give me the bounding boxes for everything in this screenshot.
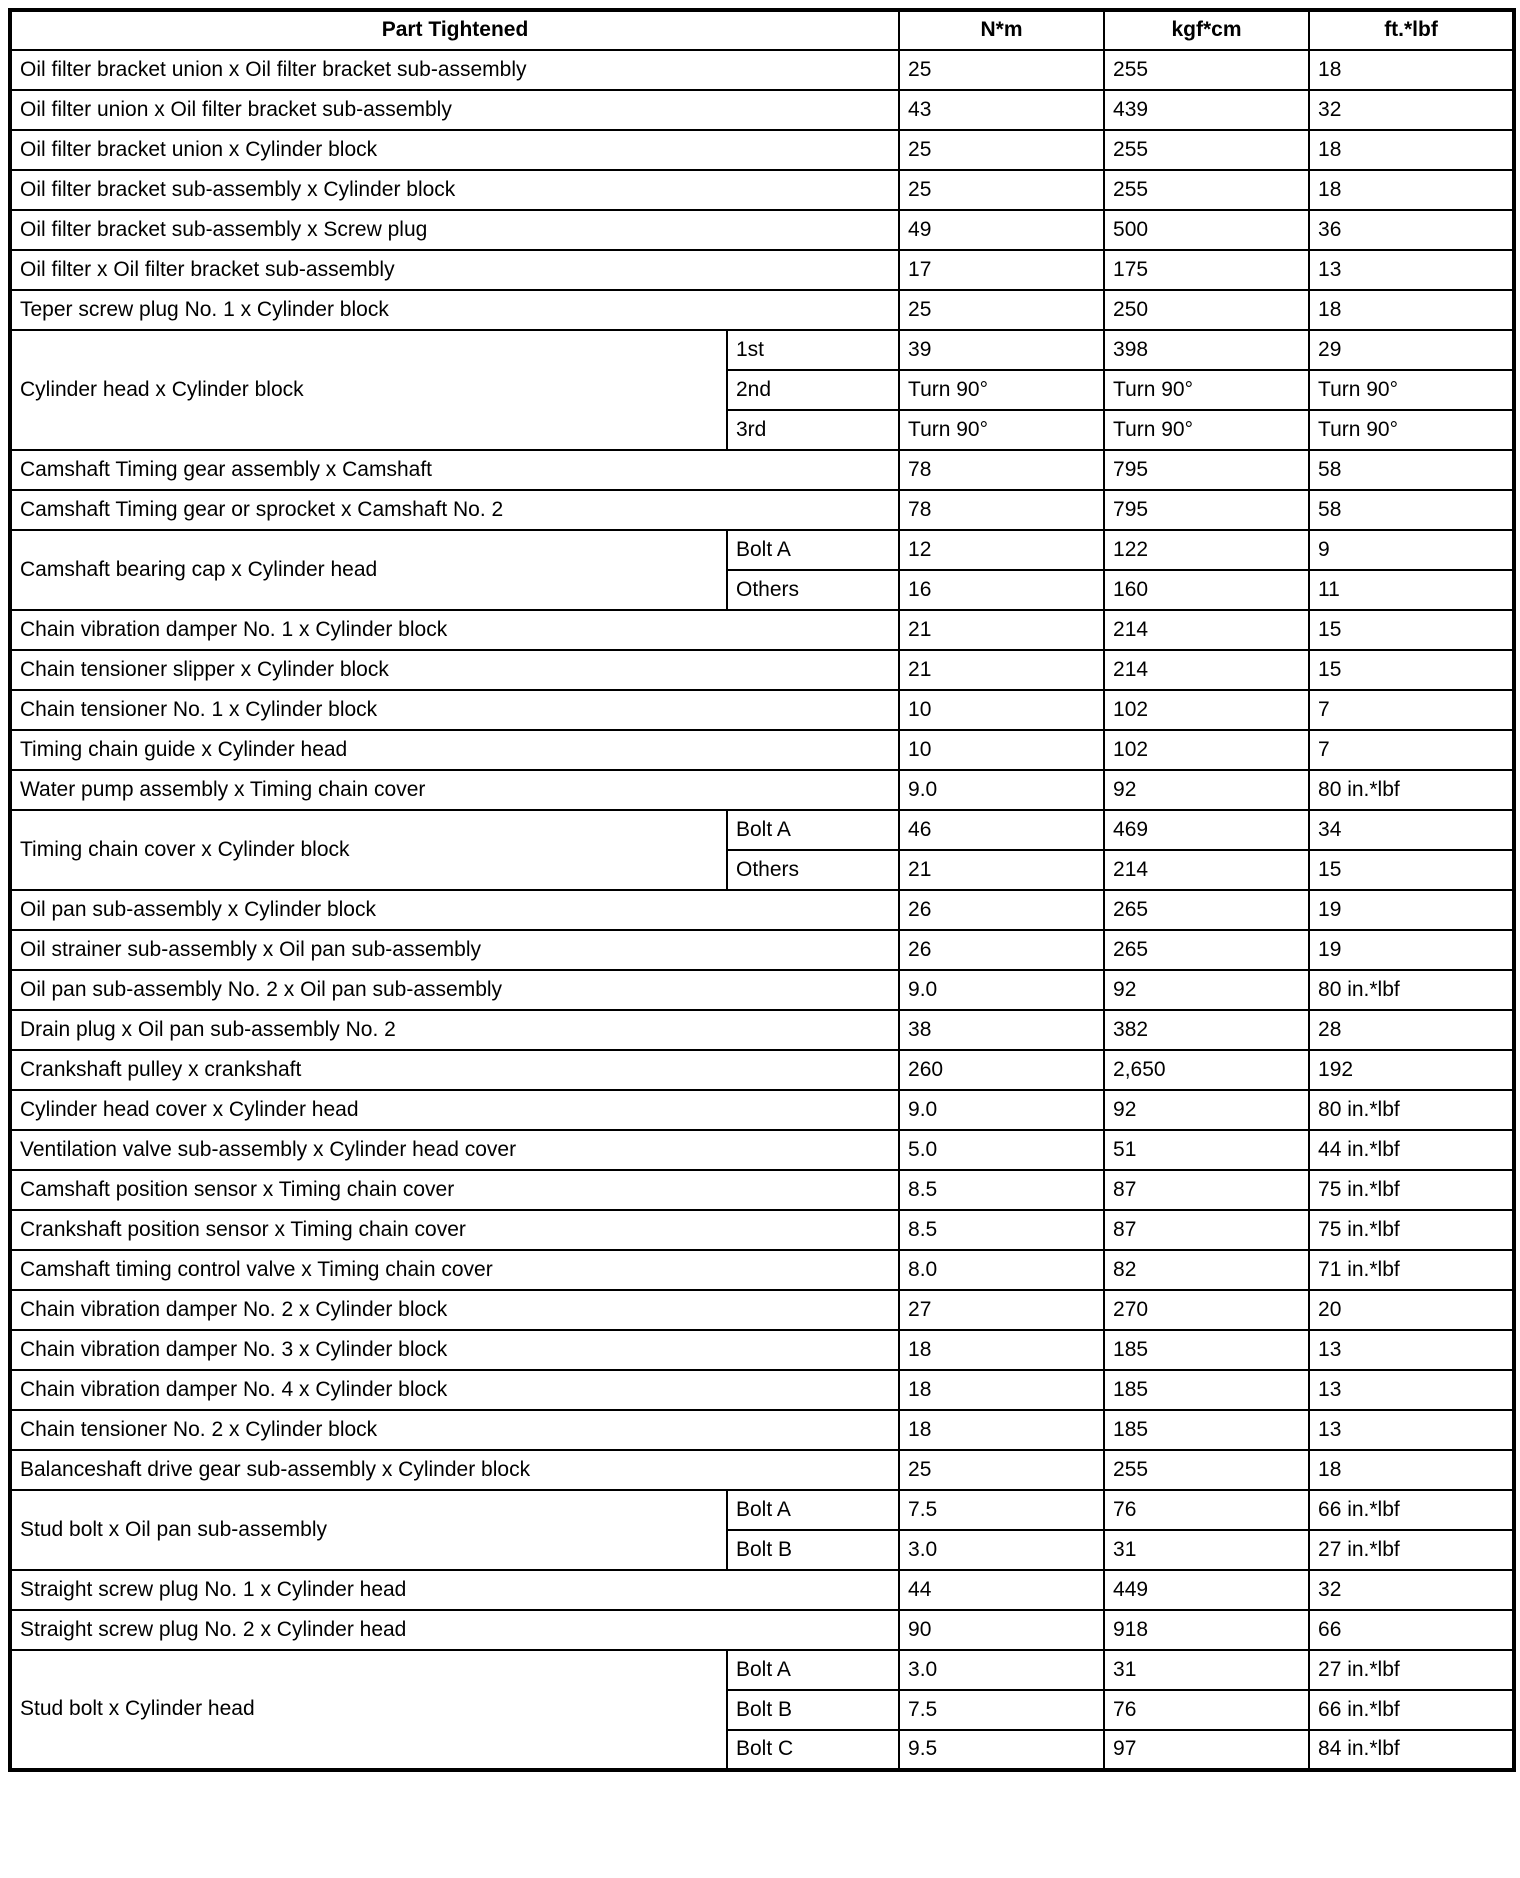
nm-value-cell: 17 — [899, 250, 1104, 290]
kgfcm-value-cell: 82 — [1104, 1250, 1309, 1290]
ftlbf-value-cell: 13 — [1309, 1370, 1514, 1410]
ftlbf-value-cell: 18 — [1309, 290, 1514, 330]
ftlbf-value-cell: Turn 90° — [1309, 370, 1514, 410]
ftlbf-value-cell: 18 — [1309, 170, 1514, 210]
table-row — [10, 890, 1514, 930]
kgfcm-value-cell: 255 — [1104, 130, 1309, 170]
nm-value-cell: 21 — [899, 610, 1104, 650]
torque-spec-table — [8, 8, 1516, 1772]
part-name-cell: Crankshaft pulley x crankshaft — [10, 1050, 899, 1090]
sub-part-cell: Bolt C — [727, 1730, 899, 1770]
nm-value-cell: 21 — [899, 850, 1104, 890]
kgfcm-value-cell: Turn 90° — [1104, 370, 1309, 410]
ftlbf-value-cell: 36 — [1309, 210, 1514, 250]
ftlbf-value-cell: 15 — [1309, 650, 1514, 690]
nm-value-cell: 25 — [899, 50, 1104, 90]
part-name-cell: Oil pan sub-assembly x Cylinder block — [10, 890, 899, 930]
part-name-cell: Oil strainer sub-assembly x Oil pan sub-assembly — [10, 930, 899, 970]
kgfcm-value-cell: 255 — [1104, 170, 1309, 210]
kgfcm-value-cell: 500 — [1104, 210, 1309, 250]
part-name-cell: Chain tensioner No. 1 x Cylinder block — [10, 690, 899, 730]
nm-value-cell: 25 — [899, 1450, 1104, 1490]
ftlbf-value-cell: 28 — [1309, 1010, 1514, 1050]
table-row — [10, 1450, 1514, 1490]
ftlbf-value-cell: 44 in.*lbf — [1309, 1130, 1514, 1170]
nm-value-cell: 78 — [899, 490, 1104, 530]
nm-value-cell: 3.0 — [899, 1530, 1104, 1570]
table-row — [10, 290, 1514, 330]
header-row — [10, 10, 1514, 50]
ftlbf-value-cell: 18 — [1309, 130, 1514, 170]
table-row — [10, 690, 1514, 730]
col-header-nm: N*m — [899, 10, 1104, 50]
ftlbf-value-cell: 20 — [1309, 1290, 1514, 1330]
part-name-cell: Oil filter union x Oil filter bracket sub-assembly — [10, 90, 899, 130]
table-row — [10, 810, 1514, 850]
table-row — [10, 1210, 1514, 1250]
table-row — [10, 490, 1514, 530]
ftlbf-value-cell: 18 — [1309, 50, 1514, 90]
kgfcm-value-cell: 87 — [1104, 1170, 1309, 1210]
part-name-cell: Camshaft Timing gear or sprocket x Camshaft No. 2 — [10, 490, 899, 530]
col-header-part-tightened: Part Tightened — [10, 10, 899, 50]
nm-value-cell: 7.5 — [899, 1490, 1104, 1530]
part-name-cell: Teper screw plug No. 1 x Cylinder block — [10, 290, 899, 330]
table-row — [10, 1650, 1514, 1690]
part-name-cell: Cylinder head x Cylinder block — [10, 330, 727, 450]
nm-value-cell: 9.5 — [899, 1730, 1104, 1770]
part-name-cell: Crankshaft position sensor x Timing chain cover — [10, 1210, 899, 1250]
nm-value-cell: 46 — [899, 810, 1104, 850]
table-row — [10, 930, 1514, 970]
ftlbf-value-cell: 13 — [1309, 250, 1514, 290]
part-name-cell: Chain vibration damper No. 1 x Cylinder block — [10, 610, 899, 650]
ftlbf-value-cell: 11 — [1309, 570, 1514, 610]
kgfcm-value-cell: 250 — [1104, 290, 1309, 330]
kgfcm-value-cell: 175 — [1104, 250, 1309, 290]
kgfcm-value-cell: 469 — [1104, 810, 1309, 850]
ftlbf-value-cell: 66 in.*lbf — [1309, 1490, 1514, 1530]
part-name-cell: Cylinder head cover x Cylinder head — [10, 1090, 899, 1130]
nm-value-cell: 44 — [899, 1570, 1104, 1610]
nm-value-cell: 25 — [899, 170, 1104, 210]
kgfcm-value-cell: 122 — [1104, 530, 1309, 570]
kgfcm-value-cell: 51 — [1104, 1130, 1309, 1170]
table-row — [10, 1130, 1514, 1170]
kgfcm-value-cell: 449 — [1104, 1570, 1309, 1610]
kgfcm-value-cell: 102 — [1104, 730, 1309, 770]
part-name-cell: Chain vibration damper No. 3 x Cylinder block — [10, 1330, 899, 1370]
sub-part-cell: Bolt B — [727, 1530, 899, 1570]
part-name-cell: Camshaft position sensor x Timing chain cover — [10, 1170, 899, 1210]
nm-value-cell: 38 — [899, 1010, 1104, 1050]
part-name-cell: Stud bolt x Cylinder head — [10, 1650, 727, 1770]
nm-value-cell: 18 — [899, 1410, 1104, 1450]
sub-part-cell: Bolt A — [727, 1650, 899, 1690]
kgfcm-value-cell: 97 — [1104, 1730, 1309, 1770]
ftlbf-value-cell: 7 — [1309, 690, 1514, 730]
part-name-cell: Straight screw plug No. 1 x Cylinder head — [10, 1570, 899, 1610]
nm-value-cell: 9.0 — [899, 970, 1104, 1010]
ftlbf-value-cell: 80 in.*lbf — [1309, 970, 1514, 1010]
nm-value-cell: 12 — [899, 530, 1104, 570]
nm-value-cell: 7.5 — [899, 1690, 1104, 1730]
nm-value-cell: 25 — [899, 290, 1104, 330]
part-name-cell: Chain vibration damper No. 2 x Cylinder block — [10, 1290, 899, 1330]
part-name-cell: Chain tensioner No. 2 x Cylinder block — [10, 1410, 899, 1450]
table-row — [10, 1090, 1514, 1130]
part-name-cell: Ventilation valve sub-assembly x Cylinder head cover — [10, 1130, 899, 1170]
nm-value-cell: 8.5 — [899, 1210, 1104, 1250]
torque-table-body — [10, 50, 1514, 1770]
part-name-cell: Camshaft bearing cap x Cylinder head — [10, 530, 727, 610]
kgfcm-value-cell: 214 — [1104, 610, 1309, 650]
part-name-cell: Oil pan sub-assembly No. 2 x Oil pan sub-assembly — [10, 970, 899, 1010]
ftlbf-value-cell: 13 — [1309, 1330, 1514, 1370]
ftlbf-value-cell: 15 — [1309, 610, 1514, 650]
sub-part-cell: 3rd — [727, 410, 899, 450]
ftlbf-value-cell: 27 in.*lbf — [1309, 1650, 1514, 1690]
nm-value-cell: 8.0 — [899, 1250, 1104, 1290]
sub-part-cell: Bolt A — [727, 810, 899, 850]
part-name-cell: Straight screw plug No. 2 x Cylinder head — [10, 1610, 899, 1650]
table-row — [10, 970, 1514, 1010]
nm-value-cell: 8.5 — [899, 1170, 1104, 1210]
ftlbf-value-cell: 32 — [1309, 1570, 1514, 1610]
kgfcm-value-cell: 92 — [1104, 1090, 1309, 1130]
kgfcm-value-cell: 2,650 — [1104, 1050, 1309, 1090]
table-row — [10, 130, 1514, 170]
col-header-kgfcm: kgf*cm — [1104, 10, 1309, 50]
kgfcm-value-cell: 439 — [1104, 90, 1309, 130]
part-name-cell: Timing chain cover x Cylinder block — [10, 810, 727, 890]
ftlbf-value-cell: 7 — [1309, 730, 1514, 770]
kgfcm-value-cell: 214 — [1104, 650, 1309, 690]
kgfcm-value-cell: 265 — [1104, 930, 1309, 970]
nm-value-cell: 10 — [899, 690, 1104, 730]
ftlbf-value-cell: 9 — [1309, 530, 1514, 570]
part-name-cell: Stud bolt x Oil pan sub-assembly — [10, 1490, 727, 1570]
nm-value-cell: 9.0 — [899, 770, 1104, 810]
part-name-cell: Water pump assembly x Timing chain cover — [10, 770, 899, 810]
kgfcm-value-cell: 87 — [1104, 1210, 1309, 1250]
table-row — [10, 1050, 1514, 1090]
table-row — [10, 90, 1514, 130]
nm-value-cell: 26 — [899, 930, 1104, 970]
nm-value-cell: 5.0 — [899, 1130, 1104, 1170]
kgfcm-value-cell: 398 — [1104, 330, 1309, 370]
ftlbf-value-cell: 13 — [1309, 1410, 1514, 1450]
nm-value-cell: 90 — [899, 1610, 1104, 1650]
part-name-cell: Balanceshaft drive gear sub-assembly x Cylinder block — [10, 1450, 899, 1490]
nm-value-cell: 25 — [899, 130, 1104, 170]
nm-value-cell: 9.0 — [899, 1090, 1104, 1130]
nm-value-cell: 16 — [899, 570, 1104, 610]
ftlbf-value-cell: Turn 90° — [1309, 410, 1514, 450]
table-row — [10, 50, 1514, 90]
nm-value-cell: 27 — [899, 1290, 1104, 1330]
kgfcm-value-cell: 214 — [1104, 850, 1309, 890]
ftlbf-value-cell: 80 in.*lbf — [1309, 770, 1514, 810]
part-name-cell: Oil filter bracket union x Oil filter bracket sub-assembly — [10, 50, 899, 90]
table-row — [10, 1250, 1514, 1290]
ftlbf-value-cell: 15 — [1309, 850, 1514, 890]
nm-value-cell: 49 — [899, 210, 1104, 250]
ftlbf-value-cell: 19 — [1309, 890, 1514, 930]
kgfcm-value-cell: 76 — [1104, 1690, 1309, 1730]
kgfcm-value-cell: 795 — [1104, 490, 1309, 530]
table-row — [10, 730, 1514, 770]
table-row — [10, 450, 1514, 490]
nm-value-cell: 18 — [899, 1330, 1104, 1370]
kgfcm-value-cell: 795 — [1104, 450, 1309, 490]
nm-value-cell: 21 — [899, 650, 1104, 690]
kgfcm-value-cell: 160 — [1104, 570, 1309, 610]
table-row — [10, 1290, 1514, 1330]
table-row — [10, 1570, 1514, 1610]
kgfcm-value-cell: 31 — [1104, 1530, 1309, 1570]
ftlbf-value-cell: 192 — [1309, 1050, 1514, 1090]
ftlbf-value-cell: 32 — [1309, 90, 1514, 130]
nm-value-cell: 10 — [899, 730, 1104, 770]
kgfcm-value-cell: 265 — [1104, 890, 1309, 930]
table-row — [10, 1610, 1514, 1650]
kgfcm-value-cell: 918 — [1104, 1610, 1309, 1650]
table-row — [10, 610, 1514, 650]
nm-value-cell: 26 — [899, 890, 1104, 930]
ftlbf-value-cell: 75 in.*lbf — [1309, 1210, 1514, 1250]
table-row — [10, 1330, 1514, 1370]
table-row — [10, 650, 1514, 690]
nm-value-cell: Turn 90° — [899, 370, 1104, 410]
sub-part-cell: Bolt A — [727, 1490, 899, 1530]
table-row — [10, 170, 1514, 210]
part-name-cell: Oil filter bracket sub-assembly x Screw plug — [10, 210, 899, 250]
kgfcm-value-cell: 255 — [1104, 1450, 1309, 1490]
kgfcm-value-cell: 76 — [1104, 1490, 1309, 1530]
ftlbf-value-cell: 29 — [1309, 330, 1514, 370]
nm-value-cell: 3.0 — [899, 1650, 1104, 1690]
kgfcm-value-cell: Turn 90° — [1104, 410, 1309, 450]
kgfcm-value-cell: 382 — [1104, 1010, 1309, 1050]
table-row — [10, 330, 1514, 370]
sub-part-cell: 2nd — [727, 370, 899, 410]
table-row — [10, 770, 1514, 810]
ftlbf-value-cell: 71 in.*lbf — [1309, 1250, 1514, 1290]
kgfcm-value-cell: 92 — [1104, 970, 1309, 1010]
part-name-cell: Chain tensioner slipper x Cylinder block — [10, 650, 899, 690]
table-row — [10, 1370, 1514, 1410]
ftlbf-value-cell: 66 — [1309, 1610, 1514, 1650]
kgfcm-value-cell: 102 — [1104, 690, 1309, 730]
kgfcm-value-cell: 185 — [1104, 1330, 1309, 1370]
nm-value-cell: 78 — [899, 450, 1104, 490]
ftlbf-value-cell: 34 — [1309, 810, 1514, 850]
part-name-cell: Camshaft timing control valve x Timing chain cover — [10, 1250, 899, 1290]
ftlbf-value-cell: 19 — [1309, 930, 1514, 970]
sub-part-cell: Bolt B — [727, 1690, 899, 1730]
part-name-cell: Oil filter bracket union x Cylinder block — [10, 130, 899, 170]
kgfcm-value-cell: 255 — [1104, 50, 1309, 90]
sub-part-cell: Bolt A — [727, 530, 899, 570]
part-name-cell: Drain plug x Oil pan sub-assembly No. 2 — [10, 1010, 899, 1050]
col-header-ftlbf: ft.*lbf — [1309, 10, 1514, 50]
kgfcm-value-cell: 185 — [1104, 1410, 1309, 1450]
kgfcm-value-cell: 92 — [1104, 770, 1309, 810]
ftlbf-value-cell: 75 in.*lbf — [1309, 1170, 1514, 1210]
ftlbf-value-cell: 58 — [1309, 490, 1514, 530]
kgfcm-value-cell: 270 — [1104, 1290, 1309, 1330]
ftlbf-value-cell: 84 in.*lbf — [1309, 1730, 1514, 1770]
part-name-cell: Oil filter x Oil filter bracket sub-assembly — [10, 250, 899, 290]
table-row — [10, 1170, 1514, 1210]
ftlbf-value-cell: 80 in.*lbf — [1309, 1090, 1514, 1130]
sub-part-cell: Others — [727, 850, 899, 890]
nm-value-cell: 39 — [899, 330, 1104, 370]
ftlbf-value-cell: 18 — [1309, 1450, 1514, 1490]
part-name-cell: Chain vibration damper No. 4 x Cylinder block — [10, 1370, 899, 1410]
ftlbf-value-cell: 27 in.*lbf — [1309, 1530, 1514, 1570]
table-row — [10, 1010, 1514, 1050]
table-row — [10, 1490, 1514, 1530]
part-name-cell: Oil filter bracket sub-assembly x Cylinder block — [10, 170, 899, 210]
table-row — [10, 250, 1514, 290]
kgfcm-value-cell: 31 — [1104, 1650, 1309, 1690]
part-name-cell: Camshaft Timing gear assembly x Camshaft — [10, 450, 899, 490]
nm-value-cell: 43 — [899, 90, 1104, 130]
kgfcm-value-cell: 185 — [1104, 1370, 1309, 1410]
nm-value-cell: 18 — [899, 1370, 1104, 1410]
table-row — [10, 530, 1514, 570]
ftlbf-value-cell: 58 — [1309, 450, 1514, 490]
sub-part-cell: Others — [727, 570, 899, 610]
table-row — [10, 1410, 1514, 1450]
sub-part-cell: 1st — [727, 330, 899, 370]
nm-value-cell: 260 — [899, 1050, 1104, 1090]
ftlbf-value-cell: 66 in.*lbf — [1309, 1690, 1514, 1730]
nm-value-cell: Turn 90° — [899, 410, 1104, 450]
table-row — [10, 210, 1514, 250]
part-name-cell: Timing chain guide x Cylinder head — [10, 730, 899, 770]
